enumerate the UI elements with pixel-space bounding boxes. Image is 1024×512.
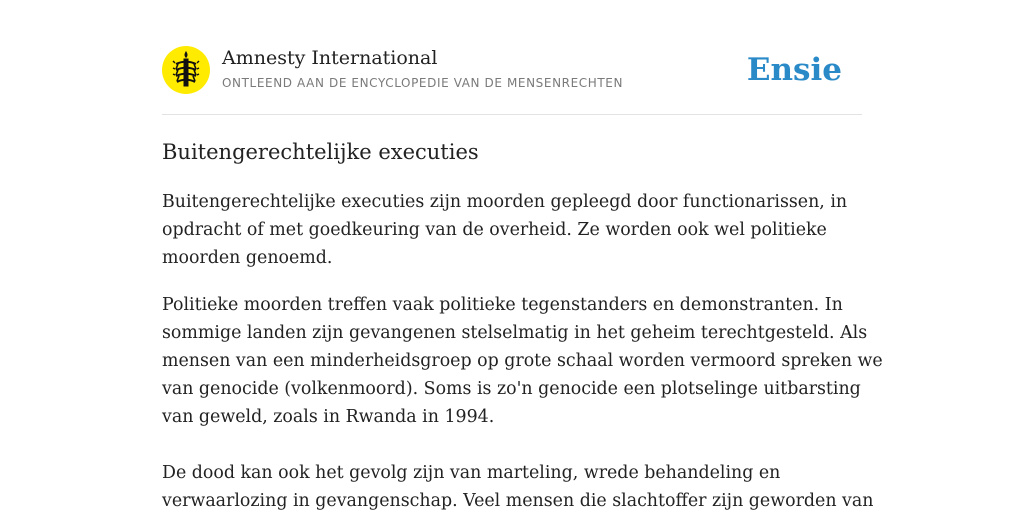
article xyxy=(162,136,883,512)
article-paragraph-2 xyxy=(162,291,883,512)
header xyxy=(162,46,862,115)
brand-subtitle: ONTLEEND AAN DE ENCYCLOPEDIE VAN DE MENSENRECHTEN xyxy=(222,76,624,90)
article-title: Buitengerechtelijke executies xyxy=(162,140,479,164)
paragraph-line: sommige landen zijn gevangenen stelselmatig in het geheim terechtgesteld. Als xyxy=(162,323,868,343)
paragraph-line: opdracht of met goedkeuring van de overheid. Ze worden ook wel politieke xyxy=(162,220,827,240)
site-logo-text[interactable]: Ensie xyxy=(746,52,842,88)
paragraph-line: van geweld, zoals in Rwanda in 1994. xyxy=(162,407,495,427)
paragraph-line: verwaarlozing in gevangenschap. Veel mensen die slachtoffer zijn geworden van xyxy=(162,491,874,511)
amnesty-candle-icon[interactable] xyxy=(162,46,210,94)
paragraph-line: De dood kan ook het gevolg zijn van marteling, wrede behandeling en xyxy=(162,463,781,483)
paragraph-line: Politieke moorden treffen vaak politieke tegenstanders en demonstranten. In xyxy=(162,295,843,315)
paragraph-line: mensen van een minderheidsgroep op grote schaal worden vermoord spreken we xyxy=(162,351,883,371)
paragraph-line: van genocide (volkenmoord). Soms is zo'n genocide een plotselinge uitbarsting xyxy=(162,379,861,399)
paragraph-line: Buitengerechtelijke executies zijn moorden gepleegd door functionarissen, in xyxy=(162,192,848,212)
brand-name[interactable]: Amnesty International xyxy=(222,47,438,69)
paragraph-spacer xyxy=(162,431,862,459)
article-paragraph-1 xyxy=(162,188,862,272)
paragraph-line: moorden genoemd. xyxy=(162,248,333,268)
candle-svg xyxy=(162,46,210,94)
